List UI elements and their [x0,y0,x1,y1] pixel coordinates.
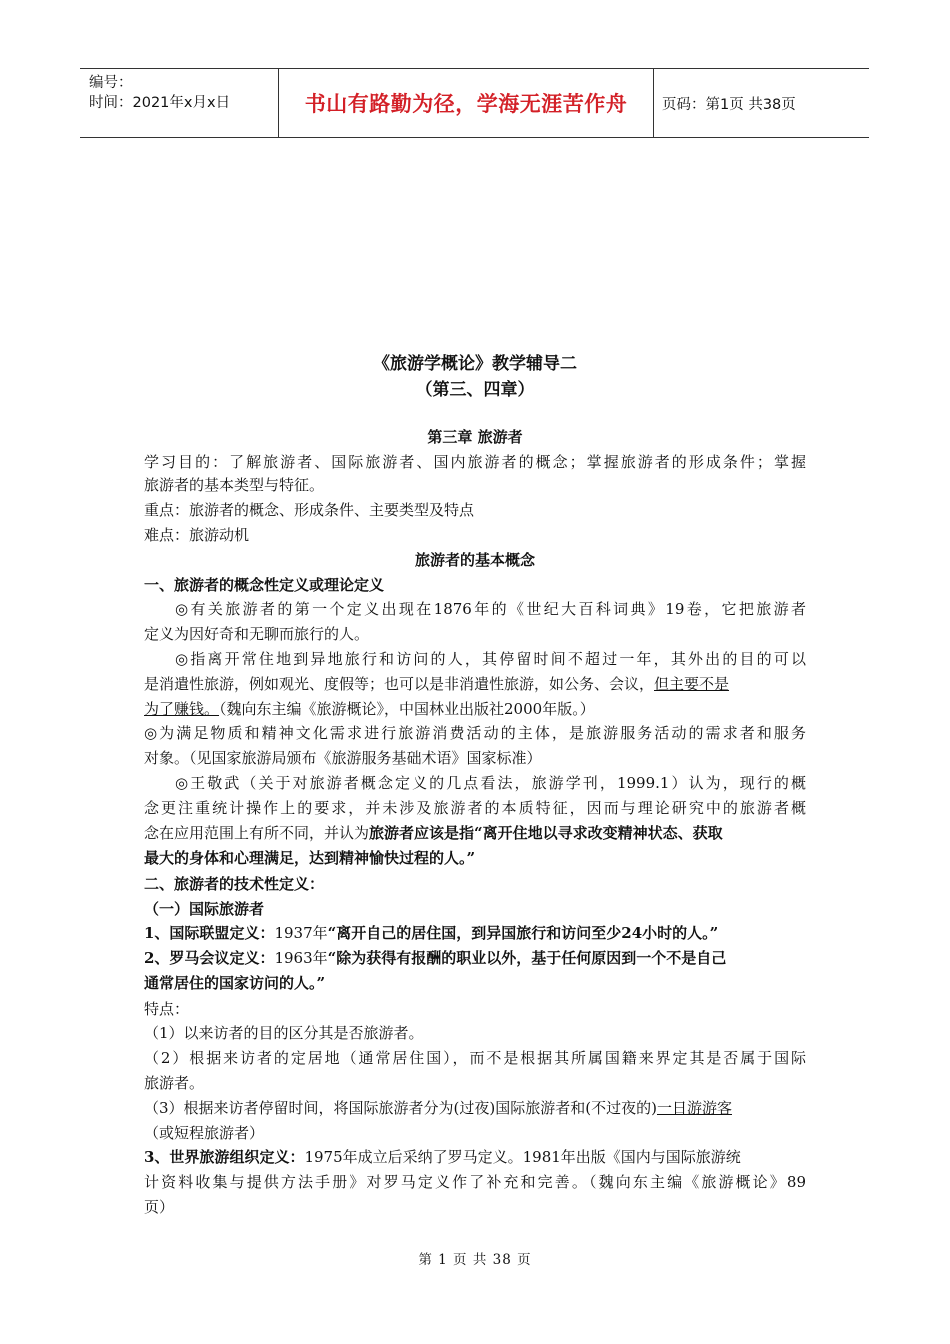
definition-1-year: 1937年 [274,924,328,942]
definition-2-label: 2、罗马会议定义： [144,949,275,967]
para-2-citation: （魏向东主编《旅游概论》，中国林业出版社2000年版。） [219,700,595,718]
feature-3-text: （3）根据来访者停留时间，将国际旅游者分为(过夜)国际旅游者和(不过夜的) [144,1099,657,1117]
para-3-line-2: 对象。（见国家旅游局颁布《旅游服务基础术语》国家标准） [144,749,542,767]
header-meta [80,69,279,137]
objective-line-1: 学习目的：了解旅游者、国际旅游者、国内旅游者的概念；掌握旅游者的形成条件；掌握 [144,453,806,471]
para-4-line-3 [144,822,723,843]
feature-3-underlined: 一日游游客 [656,1099,732,1117]
para-2-line-1: ◎指离开常住地到异地旅行和访问的人，其停留时间不超过一年，其外出的目的可以 [175,650,806,668]
definition-1-quote: “离开自己的居住国，到异国旅行和访问至少24小时的人。” [327,924,719,942]
para-4-line-2: 念更注重统计操作上的要求，并未涉及旅游者的本质特征，因而与理论研究中的旅游者概 [144,799,806,817]
para-2-line-3 [144,698,595,719]
chapter-heading: 第三章 旅游者 [427,428,523,446]
heading-2-1: （一）国际旅游者 [144,900,265,918]
para-1-line-1: ◎有关旅游者的第一个定义出现在1876年的《世纪大百科词典》19卷，它把旅游者 [175,600,806,618]
key-points: 重点：旅游者的概念、形成条件、主要类型及特点 [144,501,475,519]
definition-2-quote: “除为获得有报酬的职业以外，基于任何原因到一个不是自己 [327,949,727,967]
heading-1: 一、旅游者的概念性定义或理论定义 [144,576,385,594]
definition-3-label: 3、世界旅游组织定义： [144,1148,305,1166]
feature-2-line-1: （2）根据来访者的定居地（通常居住国），而不是根据其所属国籍来界定其是否属于国际 [144,1049,806,1067]
para-4-bold: 旅游者应该是指“离开住地以寻求改变精神状态、获取 [369,824,723,842]
time-label: 时间：2021年x月x日 [89,95,231,111]
feature-3-line-1 [144,1097,732,1118]
para-1-line-2: 定义为因好奇和无聊而旅行的人。 [144,625,370,643]
header-motto: 书山有路勤为径，学海无涯苦作舟 [279,69,654,137]
definition-1-label: 1、国际联盟定义： [144,924,275,942]
header-page-label: 页码：第1页 共38页 [662,96,796,113]
page-footer: 第 1 页 共 38 页 [418,1252,532,1268]
page-header [80,68,869,138]
para-2-text: 是消遣性旅游，例如观光、度假等；也可以是非消遣性旅游，如公务、会议， [144,675,655,693]
feature-2-line-2: 旅游者。 [144,1074,205,1092]
para-4-line-1: ◎王敬武（关于对旅游者概念定义的几点看法，旅游学刊，1999.1）认为，现行的概 [175,774,806,792]
definition-2-year: 1963年 [274,949,328,967]
difficulty: 难点：旅游动机 [144,526,250,544]
para-4-line-4: 最大的身体和心理满足，达到精神愉快过程的人。” [144,849,476,867]
definition-3-line-3: 页） [144,1198,175,1216]
definition-3 [144,1146,741,1167]
para-2-underlined: 但主要不是 [654,675,730,693]
definition-2-line-2: 通常居住的国家访问的人。” [144,974,326,992]
feature-1: （1）以来访者的目的区分其是否旅游者。 [144,1024,424,1042]
doc-subtitle: （第三、四章） [415,380,535,400]
definition-2 [144,947,726,968]
code-label: 编号： [89,75,133,91]
objective-line-2: 旅游者的基本类型与特征。 [144,476,325,494]
definition-3-line-2: 计资料收集与提供方法手册》对罗马定义作了补充和完善。（魏向东主编《旅游概论》89 [144,1173,806,1191]
para-4-text: 念在应用范围上有所不同，并认为 [144,824,370,842]
doc-title: 《旅游学概论》教学辅导二 [373,354,577,374]
section-title: 旅游者的基本概念 [414,551,535,569]
para-3-line-1: ◎为满足物质和精神文化需求进行旅游消费活动的主体，是旅游服务活动的需求者和服务 [144,724,806,742]
definition-3-text: 1975年成立后采纳了罗马定义。1981年出版《国内与国际旅游统 [304,1148,741,1166]
definition-1 [144,922,718,943]
para-2-line-2 [144,673,729,694]
features-label: 特点： [144,1000,190,1018]
heading-2: 二、旅游者的技术性定义： [144,875,325,893]
feature-3-line-2: （或短程旅游者） [144,1124,265,1142]
para-2-underlined-end: 为了赚钱。 [144,700,220,718]
